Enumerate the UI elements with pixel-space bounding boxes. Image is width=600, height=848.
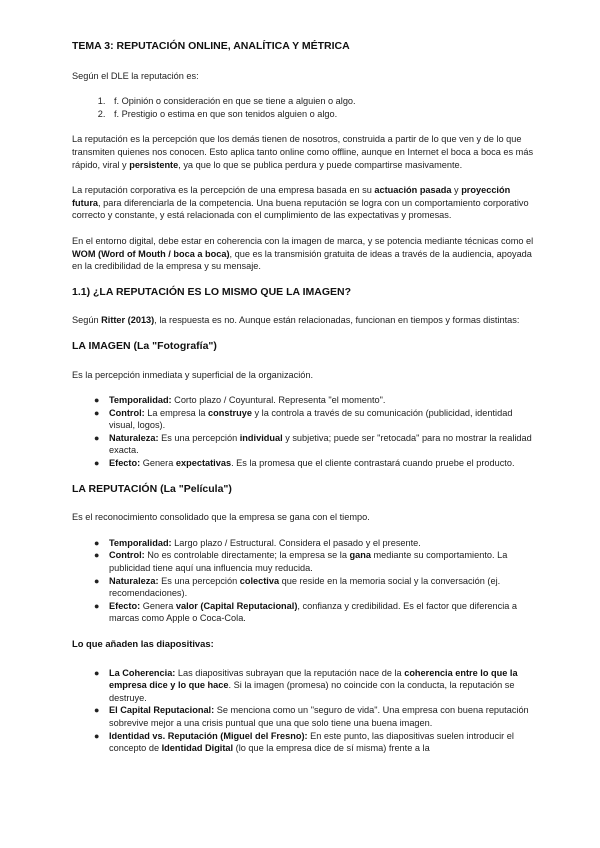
- list-item: ● Control: No es controlable directamente; la empresa se la gana mediante su comportamiento. La publicidad tiene aquí una influencia muy reducida.: [94, 550, 508, 574]
- imagen-heading: LA IMAGEN (La "Fotografía"): [72, 339, 217, 352]
- list-item: ● Naturaleza: Es una percepción individual y subjetiva; puede ser "retocada" para no mostrar la realidad exacta.: [94, 432, 532, 456]
- list-item: 2. f. Prestigio o estima en que son tenidos alguien o algo.: [108, 108, 538, 121]
- bullet-icon: ●: [94, 600, 100, 611]
- list-item: ● Control: La empresa la construye y la controla a través de su comunicación (publicidad, identidad visual, logos).: [94, 407, 513, 431]
- reputacion-heading: LA REPUTACIÓN (La "Película"): [72, 482, 232, 495]
- section-heading: 1.1) ¿LA REPUTACIÓN ES LO MISMO QUE LA IMAGEN?: [72, 285, 352, 298]
- bullet-icon: ●: [94, 667, 100, 678]
- imagen-description: Es la percepción inmediata y superficial de la organización.: [72, 369, 314, 380]
- imagen-list: [72, 394, 538, 470]
- bullet-icon: ●: [94, 550, 100, 561]
- reputacion-description: Es el reconocimiento consolidado que la empresa se gana con el tiempo.: [72, 512, 370, 523]
- document-page: [72, 40, 538, 768]
- corporate-reputation-paragraph: La reputación corporativa es la percepción de una empresa basada en su actuación pasada y proyección futura, para diferenciarla de la competencia. Una buena reputación se logra con un comportamiento corporativo correcto y constante, y está relacionada con el cumplimiento de las expectativas y promesas.: [72, 185, 529, 221]
- reputacion-list: [72, 537, 538, 625]
- bullet-icon: ●: [94, 395, 100, 406]
- list-item: ● El Capital Reputacional: Se menciona como un "seguro de vida". Una empresa con buena reputación sobrevive mejor a una crisis puntual que una que solo tiene una buena imagen.: [94, 705, 529, 728]
- intro-paragraph: Según el DLE la reputación es:: [72, 70, 199, 81]
- list-item: ● Temporalidad: Largo plazo / Estructural. Considera el pasado y el presente.: [94, 537, 421, 548]
- bullet-icon: ●: [94, 407, 100, 418]
- list-item: ● Identidad vs. Reputación (Miguel del Fresno): En este punto, las diapositivas suelen introducir el concepto de Identidad Digital (lo que la empresa dice de sí misma) frente a la: [94, 730, 514, 754]
- bullet-icon: ●: [94, 705, 100, 716]
- dle-definitions-list: [72, 95, 538, 120]
- bullet-icon: ●: [94, 537, 100, 548]
- list-item: 1. f. Opinión o consideración en que se tiene a alguien o algo.: [108, 95, 538, 108]
- bullet-icon: ●: [94, 458, 100, 469]
- page-title: TEMA 3: REPUTACIÓN ONLINE, ANALÍTICA Y MÉTRICA: [72, 40, 350, 52]
- digital-environment-paragraph: En el entorno digital, debe estar en coherencia con la imagen de marca, y se potencia mediante técnicas como el WOM (Word of Mouth / boca a boca), que es la transmisión gratuita de ideas a través de la audiencia, apoyada en la credibilidad de la empresa y su mensaje.: [72, 235, 534, 272]
- reputation-paragraph: La reputación es la percepción que los demás tienen de nosotros, construida a partir de lo que ven y de lo que transmiten quienes nos conocen. Esto aplica tanto online como offline, aunque en Internet el boca a boca es más rápido, viral y persistente, ya que lo que se publica perdura y puede compartirse masivamente.: [72, 134, 534, 170]
- bullet-icon: ●: [94, 730, 100, 741]
- slides-heading: Lo que añaden las diapositivas:: [72, 638, 214, 649]
- slides-list: [72, 667, 538, 755]
- list-item: ● Efecto: Genera expectativas. Es la promesa que el cliente contrastará cuando pruebe el producto.: [94, 458, 515, 469]
- list-item: ● La Coherencia: Las diapositivas subrayan que la reputación nace de la coherencia entre lo que la empresa dice y lo que hace. Si la imagen (promesa) no coincide con la conducta, la reputación se destruye.: [94, 667, 518, 703]
- bullet-icon: ●: [94, 575, 100, 586]
- list-item: ● Efecto: Genera valor (Capital Reputacional), confianza y credibilidad. Es el factor que diferencia a marcas como Apple o Coca-Cola.: [94, 600, 518, 624]
- list-item: ● Temporalidad: Corto plazo / Coyuntural. Representa "el momento".: [94, 395, 386, 406]
- ritter-paragraph: Según Ritter (2013), la respuesta es no. Aunque están relacionadas, funcionan en tiempos y formas distintas:: [72, 315, 520, 326]
- bullet-icon: ●: [94, 432, 100, 443]
- list-item: ● Naturaleza: Es una percepción colectiva que reside en la memoria social y la conversación (ej. recomendaciones).: [94, 575, 501, 599]
